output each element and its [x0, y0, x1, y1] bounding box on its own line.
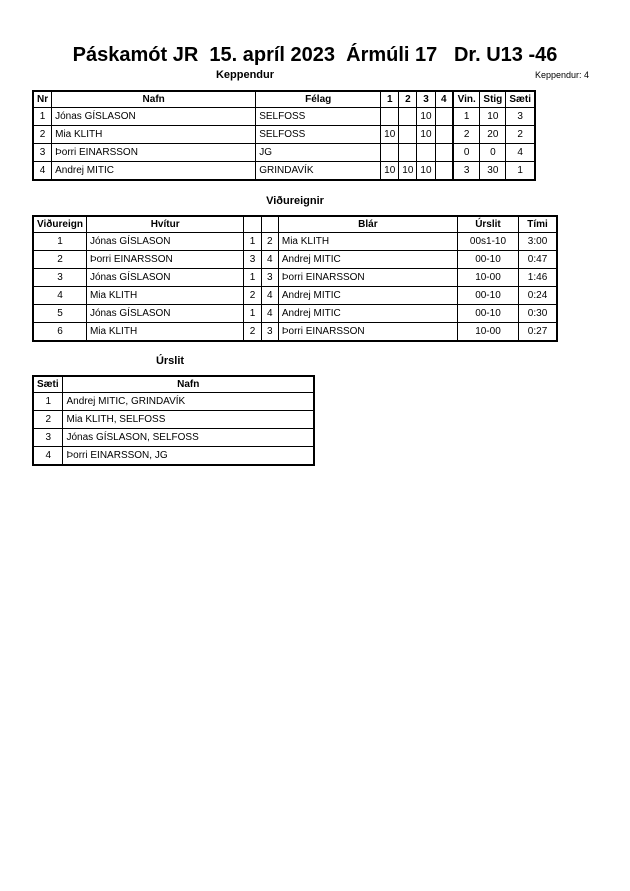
player-round-3	[417, 144, 435, 162]
result-place: 1	[33, 393, 63, 411]
black-player: Andrej MITIC	[278, 305, 457, 323]
player-round-2: 10	[399, 162, 417, 181]
white-player: Mia KLITH	[86, 323, 243, 342]
black-player-nr: 2	[261, 233, 278, 251]
players-table	[32, 90, 536, 181]
result-place: 3	[33, 429, 63, 447]
white-player-nr: 3	[244, 251, 261, 269]
player-wins: 1	[453, 108, 480, 126]
header-result-place: Sæti	[33, 376, 63, 393]
player-row	[33, 162, 535, 181]
player-round-2	[399, 108, 417, 126]
player-club: GRINDAVÍK	[256, 162, 381, 181]
black-player: Mia KLITH	[278, 233, 457, 251]
matches-header-row	[33, 216, 557, 233]
black-player-nr: 4	[261, 287, 278, 305]
match-nr: 5	[33, 305, 86, 323]
player-round-4	[435, 126, 453, 144]
result-place: 2	[33, 411, 63, 429]
player-round-3: 10	[417, 108, 435, 126]
black-player-nr: 3	[261, 269, 278, 287]
player-wins: 0	[453, 144, 480, 162]
player-points: 30	[480, 162, 506, 181]
header-round-4: 4	[435, 91, 453, 108]
header-black-nr	[261, 216, 278, 233]
header-match: Viðureign	[33, 216, 86, 233]
player-name: Andrej MITIC	[52, 162, 256, 181]
white-player: Mia KLITH	[86, 287, 243, 305]
black-player: Þorri EINARSSON	[278, 269, 457, 287]
white-player: Jónas GÍSLASON	[86, 269, 243, 287]
player-round-2	[399, 144, 417, 162]
player-points: 10	[480, 108, 506, 126]
player-round-1: 10	[381, 162, 399, 181]
results-header-row	[33, 376, 314, 393]
match-row	[33, 269, 557, 287]
player-nr: 3	[33, 144, 52, 162]
player-place: 2	[506, 126, 535, 144]
header-nr: Nr	[33, 91, 52, 108]
match-row	[33, 251, 557, 269]
result-name: Þorri EINARSSON, JG	[63, 447, 314, 466]
match-time: 0:30	[519, 305, 557, 323]
player-club: SELFOSS	[256, 108, 381, 126]
result-name: Jónas GÍSLASON, SELFOSS	[63, 429, 314, 447]
player-nr: 1	[33, 108, 52, 126]
match-result: 00-10	[457, 287, 518, 305]
black-player: Andrej MITIC	[278, 251, 457, 269]
player-count: Keppendur: 4	[535, 70, 590, 80]
match-row	[33, 233, 557, 251]
player-round-4	[435, 162, 453, 181]
match-nr: 3	[33, 269, 86, 287]
result-name: Mia KLITH, SELFOSS	[63, 411, 314, 429]
player-round-2	[399, 126, 417, 144]
white-player: Jónas GÍSLASON	[86, 233, 243, 251]
player-points: 0	[480, 144, 506, 162]
header-black: Blár	[278, 216, 457, 233]
player-row	[33, 108, 535, 126]
player-round-4	[435, 144, 453, 162]
header-round-3: 3	[417, 91, 435, 108]
player-round-3: 10	[417, 126, 435, 144]
match-time: 1:46	[519, 269, 557, 287]
match-nr: 1	[33, 233, 86, 251]
player-round-1	[381, 108, 399, 126]
white-player-nr: 1	[244, 269, 261, 287]
header-club: Félag	[256, 91, 381, 108]
match-nr: 4	[33, 287, 86, 305]
match-result: 00-10	[457, 251, 518, 269]
black-player: Þorri EINARSSON	[278, 323, 457, 342]
player-place: 4	[506, 144, 535, 162]
match-result: 00s1-10	[457, 233, 518, 251]
results-heading: Úrslit	[155, 355, 185, 367]
player-round-3: 10	[417, 162, 435, 181]
match-time: 0:24	[519, 287, 557, 305]
header-time: Tími	[519, 216, 557, 233]
player-row	[33, 144, 535, 162]
white-player-nr: 2	[244, 323, 261, 342]
player-club: JG	[256, 144, 381, 162]
player-place: 3	[506, 108, 535, 126]
player-round-4	[435, 108, 453, 126]
match-result: 10-00	[457, 323, 518, 342]
header-wins: Vin.	[453, 91, 480, 108]
results-table	[32, 375, 315, 466]
match-nr: 6	[33, 323, 86, 342]
black-player: Andrej MITIC	[278, 287, 457, 305]
player-club: SELFOSS	[256, 126, 381, 144]
matches-heading: Viðureignir	[266, 195, 324, 207]
header-points: Stig	[480, 91, 506, 108]
white-player-nr: 1	[244, 305, 261, 323]
match-time: 0:27	[519, 323, 557, 342]
player-name: Jónas GÍSLASON	[52, 108, 256, 126]
player-wins: 2	[453, 126, 480, 144]
player-wins: 3	[453, 162, 480, 181]
header-white: Hvítur	[86, 216, 243, 233]
player-name: Þorri EINARSSON	[52, 144, 256, 162]
player-points: 20	[480, 126, 506, 144]
player-nr: 4	[33, 162, 52, 181]
header-white-nr	[244, 216, 261, 233]
match-result: 00-10	[457, 305, 518, 323]
header-result-name: Nafn	[63, 376, 314, 393]
white-player: Jónas GÍSLASON	[86, 305, 243, 323]
result-row	[33, 447, 314, 466]
player-round-1: 10	[381, 126, 399, 144]
players-heading: Keppendur	[215, 69, 275, 81]
matches-table	[32, 215, 558, 342]
match-time: 3:00	[519, 233, 557, 251]
black-player-nr: 4	[261, 251, 278, 269]
white-player: Þorri EINARSSON	[86, 251, 243, 269]
black-player-nr: 3	[261, 323, 278, 342]
match-result: 10-00	[457, 269, 518, 287]
match-time: 0:47	[519, 251, 557, 269]
white-player-nr: 2	[244, 287, 261, 305]
player-round-1	[381, 144, 399, 162]
header-name: Nafn	[52, 91, 256, 108]
player-nr: 2	[33, 126, 52, 144]
header-round-2: 2	[399, 91, 417, 108]
match-nr: 2	[33, 251, 86, 269]
match-row	[33, 323, 557, 342]
player-row	[33, 126, 535, 144]
match-row	[33, 287, 557, 305]
result-row	[33, 429, 314, 447]
header-place: Sæti	[506, 91, 535, 108]
black-player-nr: 4	[261, 305, 278, 323]
result-place: 4	[33, 447, 63, 466]
page-title: Páskamót JR 15. apríl 2023 Ármúli 17 Dr. U13 -46	[72, 44, 558, 66]
player-place: 1	[506, 162, 535, 181]
white-player-nr: 1	[244, 233, 261, 251]
result-row	[33, 411, 314, 429]
player-name: Mia KLITH	[52, 126, 256, 144]
result-name: Andrej MITIC, GRINDAVÍK	[63, 393, 314, 411]
header-round-1: 1	[381, 91, 399, 108]
header-result: Úrslit	[457, 216, 518, 233]
match-row	[33, 305, 557, 323]
players-header-row	[33, 91, 535, 108]
result-row	[33, 393, 314, 411]
